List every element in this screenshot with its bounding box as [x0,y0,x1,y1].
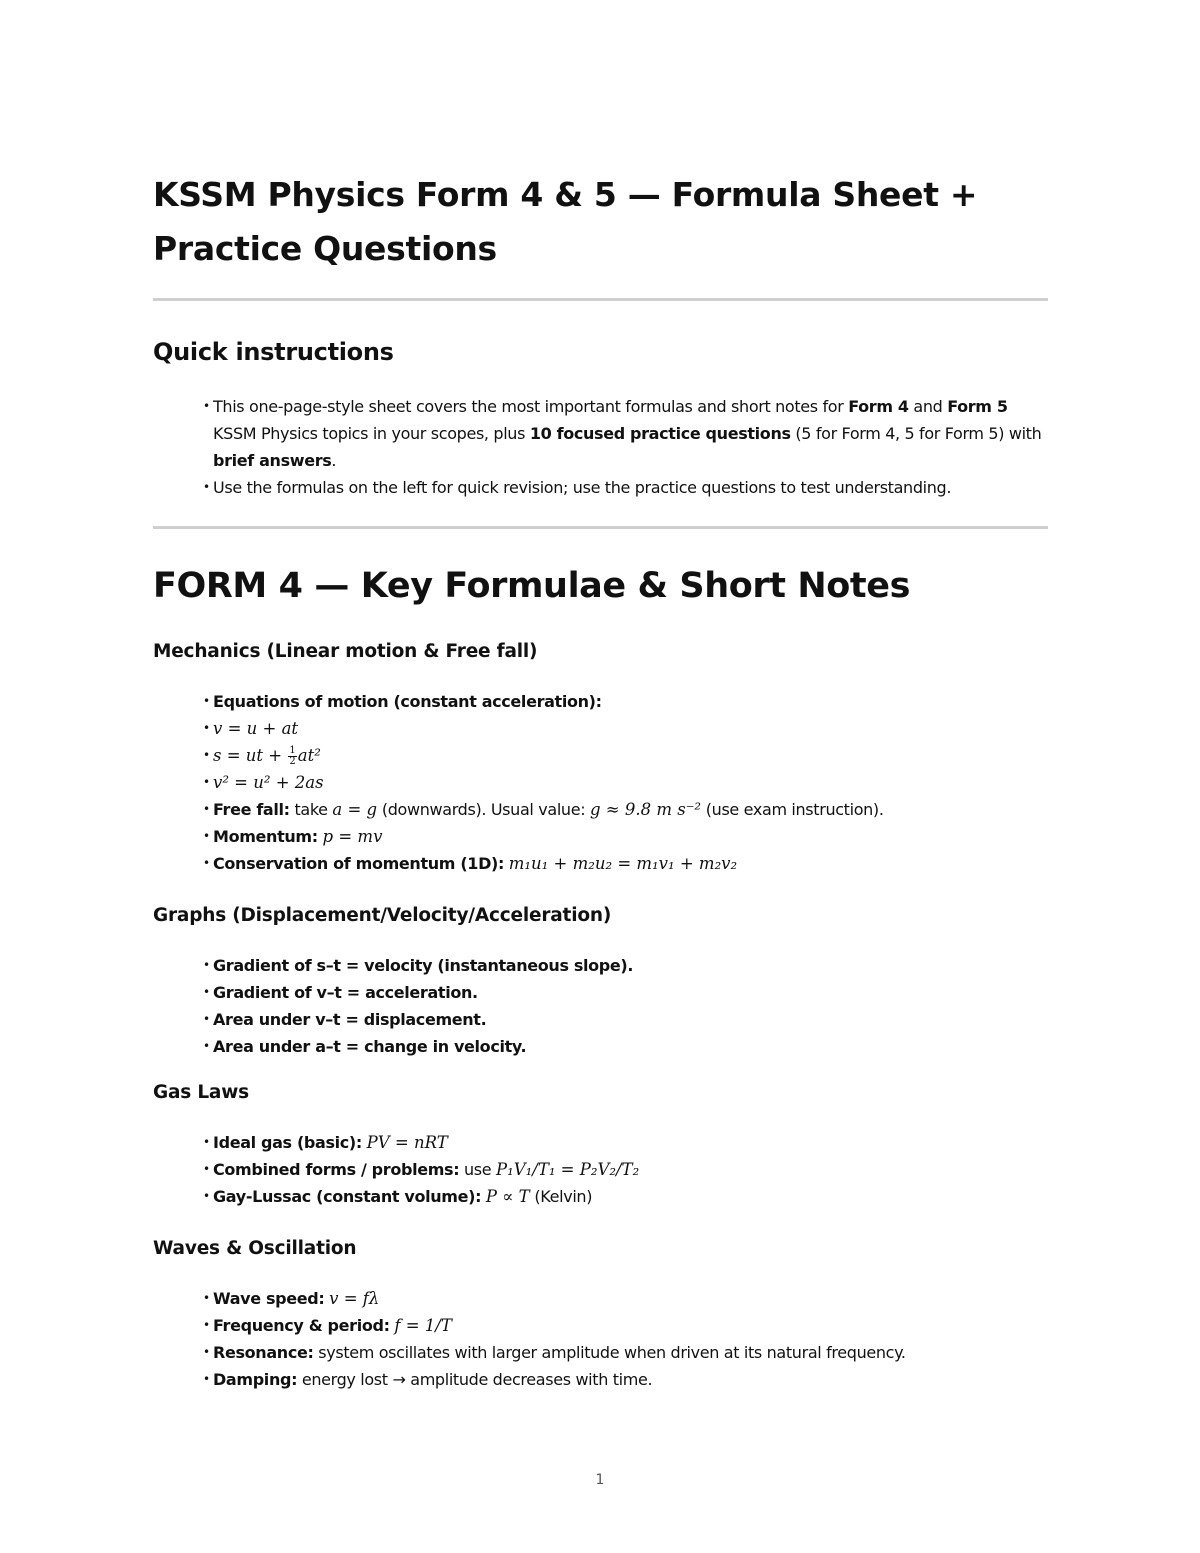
bold-text: Resonance: [213,1343,314,1362]
bold-text: brief answers [213,451,332,470]
list-item [203,1312,1048,1339]
list-item [203,1285,1048,1312]
equation [213,746,321,765]
bold-text: Wave speed: [213,1289,325,1308]
waves-list [203,1285,1048,1393]
equation-part: s = ut + [213,746,288,765]
list-item [203,1156,1048,1183]
bold-text: Equations of motion (constant acceleration): [213,692,602,711]
bold-text: Form 4 [848,397,909,416]
divider [153,298,1048,301]
list-item [203,1006,1048,1033]
text: (downwards). Usual value: [377,800,590,819]
bold-text: Free fall: [213,800,290,819]
list-item [203,715,1048,742]
numerator: 1 [289,745,296,756]
bold-text: Damping: [213,1370,298,1389]
list-item [203,1033,1048,1060]
list-item [203,769,1048,796]
equation-part: at² [297,746,321,765]
equation: v² = u² + 2as [213,773,324,792]
text: (use exam instruction). [701,800,884,819]
bold-text: Form 5 [947,397,1008,416]
equation: v = fλ [329,1289,380,1308]
list-item [203,688,1048,715]
bold-text: Gay-Lussac (constant volume): [213,1187,482,1206]
equation: p = mv [322,827,383,846]
list-item [203,850,1048,877]
text: (5 for Form 4, 5 for Form 5) with [790,424,1042,443]
list-item [203,979,1048,1006]
list-item [203,796,1048,823]
bold-text: Frequency & period: [213,1316,390,1335]
equation: m₁u₁ + m₂u₂ = m₁v₁ + m₂v₂ [508,854,738,873]
equation: PV = nRT [366,1133,448,1152]
divider [153,526,1048,529]
text: (Kelvin) [529,1187,593,1206]
mechanics-list [203,688,1048,877]
quick-instructions-heading: Quick instructions [153,338,394,366]
text: take [289,800,333,819]
bold-text: Momentum: [213,827,318,846]
bold-text: Combined forms / problems: [213,1160,460,1179]
list-item [203,742,1048,769]
text: KSSM Physics topics in your scopes, plus [213,424,530,443]
mechanics-heading: Mechanics (Linear motion & Free fall) [153,641,538,662]
equation: f = 1/T [394,1316,452,1335]
bold-text: Ideal gas (basic): [213,1133,362,1152]
document-title: KSSM Physics Form 4 & 5 — Formula Sheet + Practice Questions [153,175,978,268]
text: system oscillates with larger amplitude when driven at its natural frequency. [313,1343,906,1362]
list-item [203,1183,1048,1210]
equation: P ∝ T [485,1187,530,1206]
quick-instructions-list [203,393,1048,501]
equation: a = g [332,800,378,819]
text: energy lost → amplitude decreases with time. [297,1370,653,1389]
gas-laws-heading: Gas Laws [153,1082,249,1103]
denominator: 2 [289,756,296,767]
list-item [203,393,1048,474]
page-number: 1 [595,1472,605,1488]
list-item [203,1339,1048,1366]
bold-text: Area under v–t = displacement. [213,1010,487,1029]
gas-laws-list [203,1129,1048,1210]
equation: P₁V₁/T₁ = P₂V₂/T₂ [496,1160,640,1179]
text: . [331,451,337,470]
text: and [908,397,948,416]
equation: v = u + at [213,719,299,738]
bold-text: Gradient of s–t = velocity (instantaneous slope). [213,956,634,975]
list-item [203,823,1048,850]
bold-text: 10 focused practice questions [529,424,791,443]
equation: g ≈ 9.8 m s⁻² [589,800,702,819]
text: This one-page-style sheet covers the most important formulas and short notes for [213,397,849,416]
graphs-list [203,952,1048,1060]
bold-text: Gradient of v–t = acceleration. [213,983,478,1002]
bold-text: Area under a–t = change in velocity. [213,1037,527,1056]
list-item [203,1366,1048,1393]
list-item: • Use the formulas on the left for quick revision; use the practice questions to test understanding. [203,474,1048,501]
graphs-heading: Graphs (Displacement/Velocity/Acceleration) [153,905,612,926]
text: use [459,1160,497,1179]
list-item [203,1129,1048,1156]
fraction [288,746,296,767]
form4-heading: FORM 4 — Key Formulae & Short Notes [153,566,911,606]
list-item [203,952,1048,979]
waves-heading: Waves & Oscillation [153,1238,357,1259]
bold-text: Conservation of momentum (1D): [213,854,505,873]
